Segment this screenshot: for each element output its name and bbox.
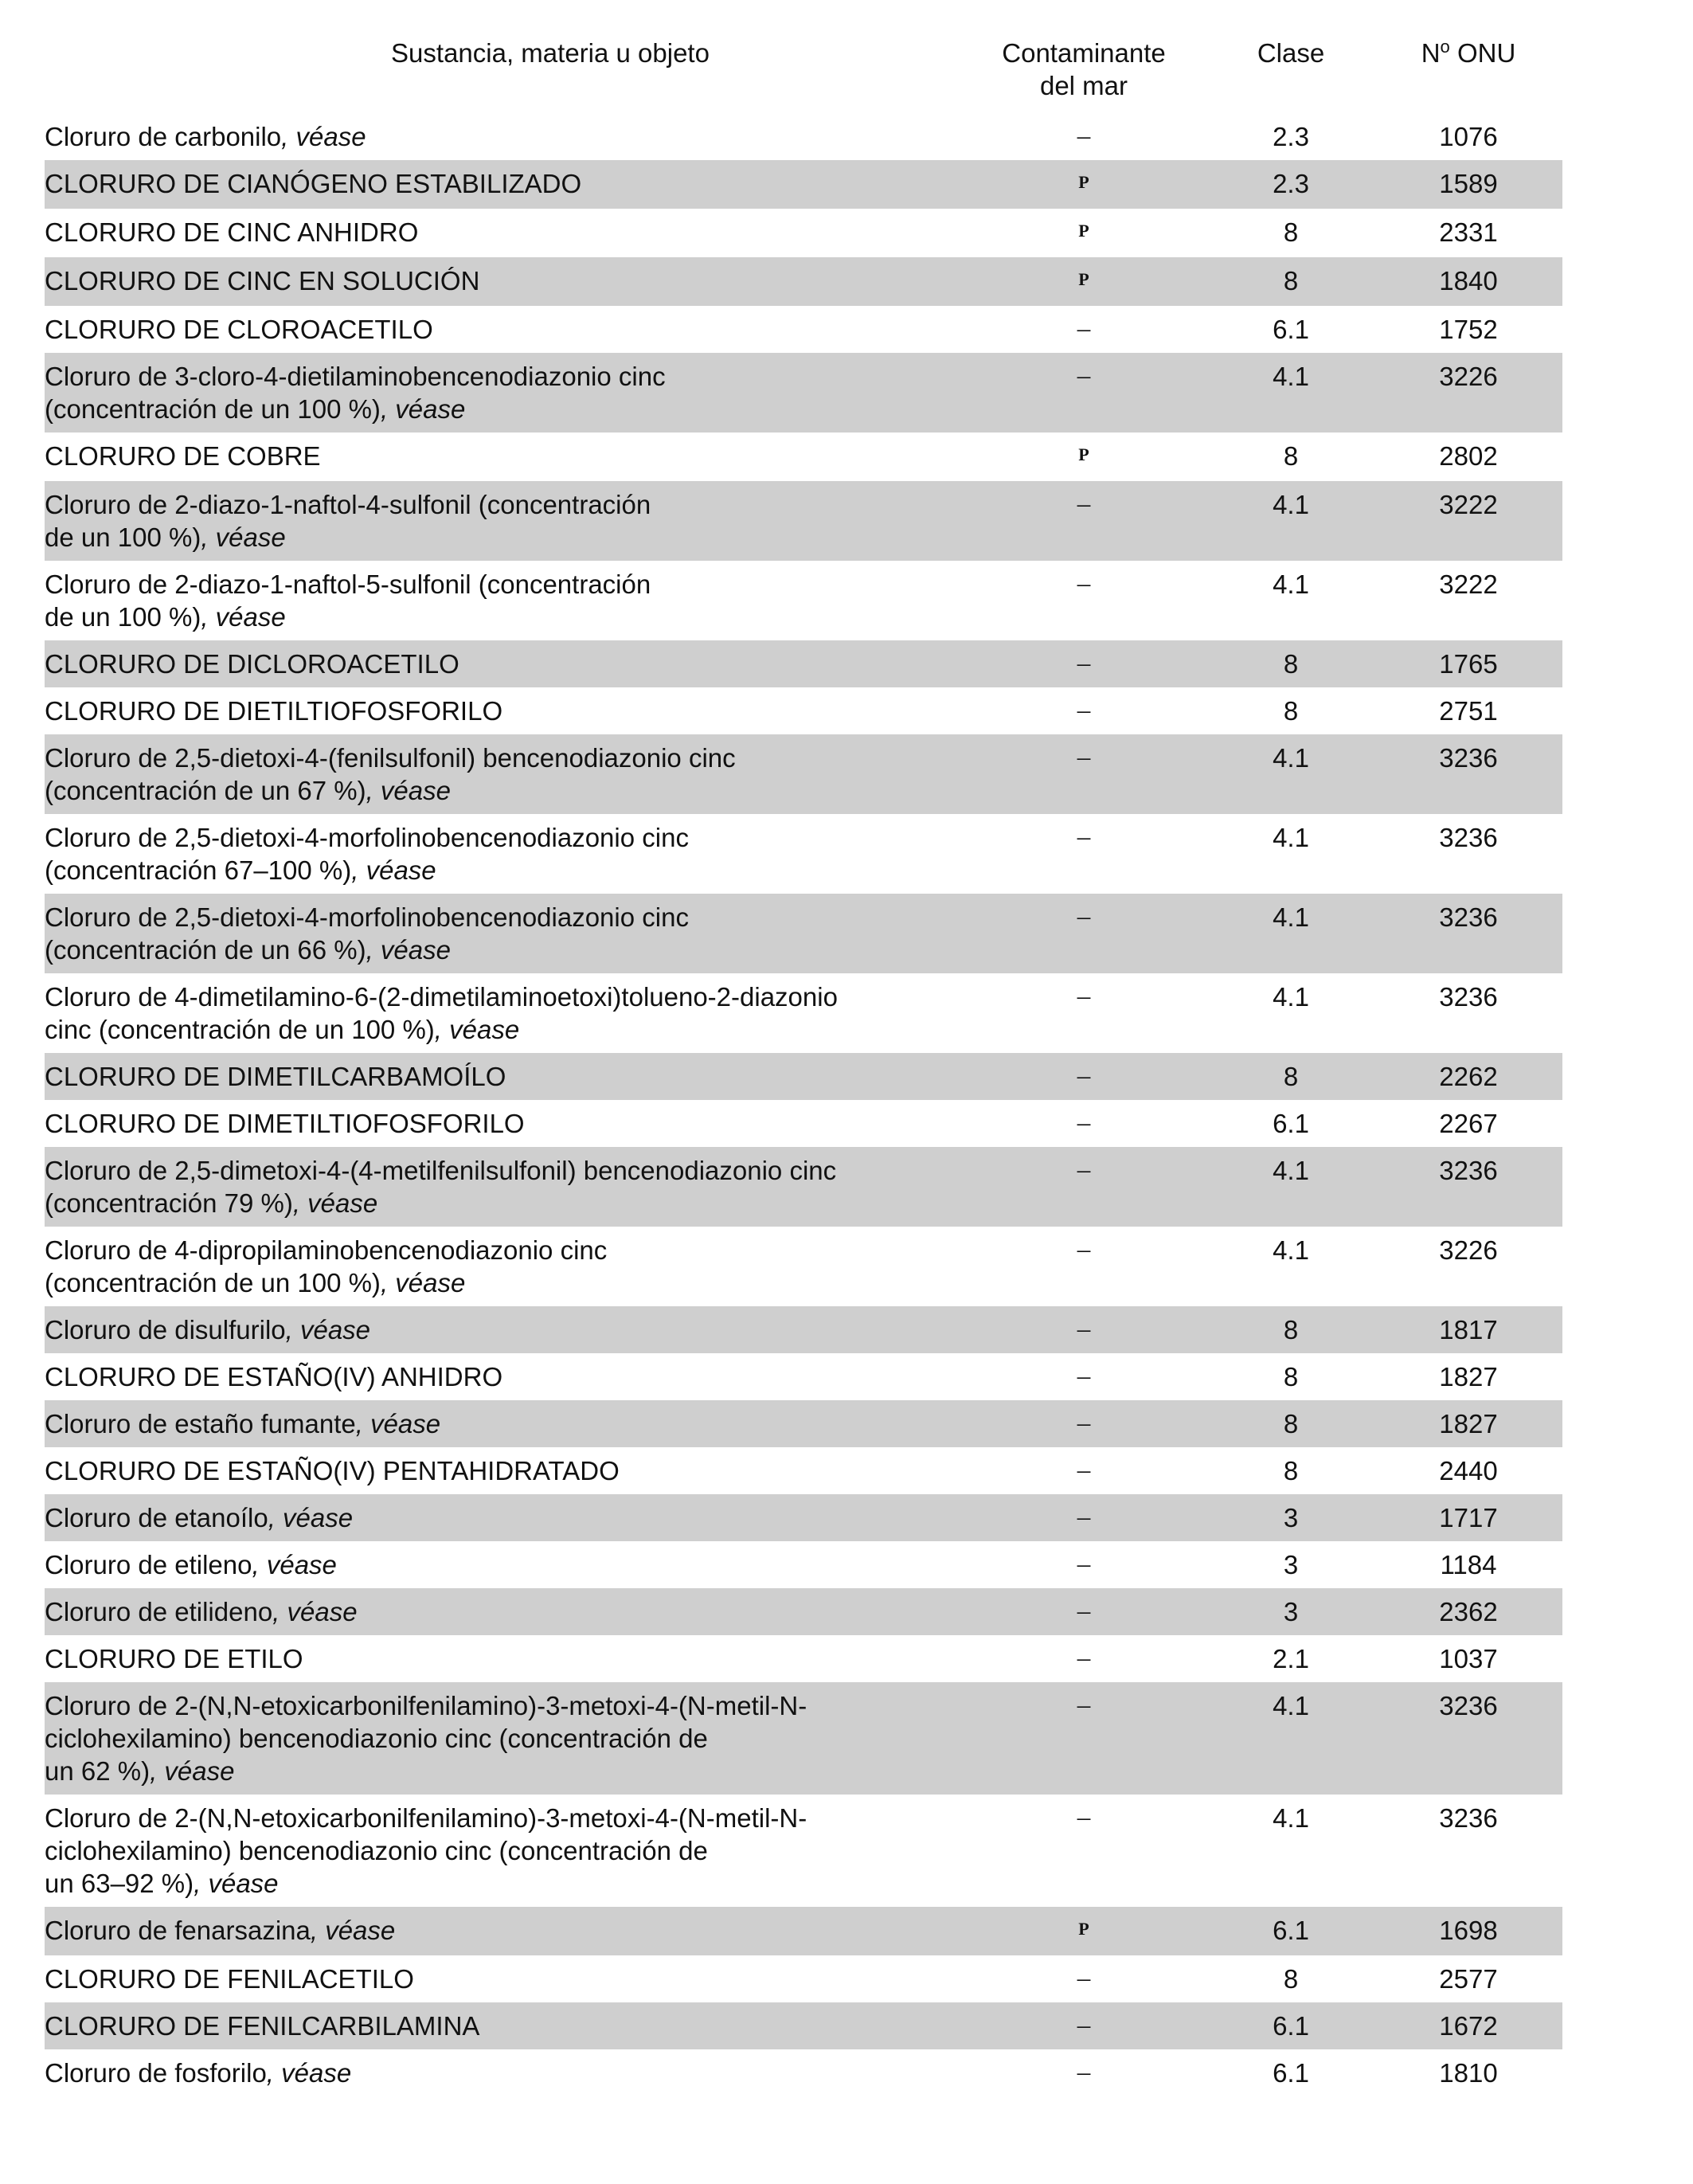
cell-class: 8 <box>1283 1362 1299 1391</box>
table-row <box>45 1541 1562 1588</box>
cell-marine-pollutant <box>960 687 1207 734</box>
cell-class: 6.1 <box>1273 2058 1309 2088</box>
marine-pollutant-mark: – <box>1077 982 1091 1011</box>
see-reference: , véase <box>281 122 366 151</box>
substance-name: CLORURO DE DIMETILCARBAMOÍLO <box>45 1062 506 1091</box>
see-reference: , véase <box>150 1756 235 1786</box>
cell-marine-pollutant <box>960 1147 1207 1227</box>
cell-substance <box>45 640 960 687</box>
cell-marine-pollutant <box>960 1353 1207 1400</box>
table-row <box>45 1588 1562 1635</box>
cell-un-number: 1810 <box>1439 2058 1498 2088</box>
marine-pollutant-mark: P <box>1078 1919 1089 1939</box>
marine-pollutant-mark: – <box>1077 1644 1091 1673</box>
cell-un-number: 2577 <box>1439 1964 1498 1994</box>
marine-pollutant-mark: – <box>1077 1062 1091 1090</box>
cell-class: 2.3 <box>1273 122 1309 151</box>
table-row <box>45 432 1562 481</box>
table-row <box>45 1635 1562 1682</box>
substance-name: Cloruro de 2,5-dietoxi-4-morfolinobencenodiazonio cinc (concentración de un 66 %) <box>45 902 689 965</box>
substance-name: CLORURO DE CLOROACETILO <box>45 315 433 344</box>
substance-name: Cloruro de 2-diazo-1-naftol-5-sulfonil (concentración de un 100 %) <box>45 569 651 632</box>
cell-class: 6.1 <box>1207 2002 1374 2049</box>
cell-substance <box>45 2002 960 2049</box>
cell-class: 2.3 <box>1207 160 1374 209</box>
cell-un-number: 3236 <box>1374 1147 1562 1227</box>
table-row <box>45 160 1562 209</box>
cell-marine-pollutant <box>960 1795 1207 1907</box>
cell-marine-pollutant <box>960 2049 1207 2096</box>
marine-pollutant-mark: – <box>1077 1691 1091 1720</box>
marine-pollutant-mark: – <box>1077 1362 1091 1391</box>
substance-name: Cloruro de etilideno <box>45 1597 273 1626</box>
marine-pollutant-mark: – <box>1077 1597 1091 1626</box>
cell-substance <box>45 1353 960 1400</box>
cell-substance <box>45 1795 960 1907</box>
substance-name: CLORURO DE CINC ANHIDRO <box>45 217 419 247</box>
cell-un-number: 2331 <box>1439 217 1498 247</box>
marine-pollutant-mark: – <box>1077 1109 1091 1137</box>
see-reference: , véase <box>380 394 466 424</box>
cell-marine-pollutant <box>960 1541 1207 1588</box>
table-row <box>45 481 1562 561</box>
cell-marine-pollutant <box>960 1907 1207 1955</box>
cell-class: 8 <box>1207 257 1374 306</box>
cell-substance <box>45 481 960 561</box>
substance-name: Cloruro de etileno <box>45 1550 252 1579</box>
cell-class: 4.1 <box>1207 481 1374 561</box>
marine-pollutant-mark: P <box>1078 444 1089 464</box>
cell-marine-pollutant <box>960 1955 1207 2002</box>
cell-substance <box>45 160 960 209</box>
substance-name: CLORURO DE CINC EN SOLUCIÓN <box>45 266 480 296</box>
cell-substance <box>45 1447 960 1494</box>
table-row <box>45 1306 1562 1353</box>
see-reference: , véase <box>268 1503 354 1532</box>
cell-class: 4.1 <box>1273 823 1309 852</box>
see-reference: , véase <box>366 935 451 965</box>
cell-un-number: 1184 <box>1440 1550 1497 1579</box>
marine-pollutant-mark: – <box>1077 362 1091 390</box>
cell-marine-pollutant <box>960 209 1207 257</box>
column-header-substance-label: Sustancia, materia u objeto <box>391 38 710 68</box>
cell-class: 3 <box>1207 1588 1374 1635</box>
substance-name: Cloruro de 4-dimetilamino-6-(2-dimetilaminoetoxi)tolueno-2-diazonio cinc (concentración de un 100 %) <box>45 982 838 1044</box>
cell-class: 4.1 <box>1207 353 1374 432</box>
column-header-un-number <box>1374 32 1562 113</box>
cell-marine-pollutant <box>960 1447 1207 1494</box>
marine-pollutant-mark: – <box>1077 1803 1091 1832</box>
substance-name: CLORURO DE DIETILTIOFOSFORILO <box>45 696 503 726</box>
column-header-un-sup: o <box>1440 37 1450 57</box>
column-header-marine-pollutant-line1: Contaminante <box>1002 38 1166 68</box>
cell-class: 8 <box>1283 1456 1299 1485</box>
cell-marine-pollutant <box>960 1635 1207 1682</box>
see-reference: , véase <box>434 1015 520 1044</box>
cell-marine-pollutant <box>960 1400 1207 1447</box>
cell-class: 2.1 <box>1273 1644 1309 1673</box>
marine-pollutant-mark: – <box>1077 1964 1091 1993</box>
table-header-row <box>45 32 1562 113</box>
marine-pollutant-mark: – <box>1077 1156 1091 1184</box>
cell-substance <box>45 1541 960 1588</box>
cell-un-number: 2440 <box>1439 1456 1498 1485</box>
cell-class: 8 <box>1207 1053 1374 1100</box>
cell-class: 3 <box>1283 1550 1299 1579</box>
marine-pollutant-mark: – <box>1077 743 1091 772</box>
table-row <box>45 1907 1562 1955</box>
substance-name: Cloruro de estaño fumante <box>45 1409 356 1438</box>
column-header-class <box>1207 32 1374 113</box>
table-row <box>45 1147 1562 1227</box>
marine-pollutant-mark: – <box>1077 649 1091 678</box>
cell-un-number: 3236 <box>1374 894 1562 973</box>
table-row <box>45 1447 1562 1494</box>
table-row <box>45 1955 1562 2002</box>
cell-substance <box>45 1494 960 1541</box>
cell-class: 4.1 <box>1207 894 1374 973</box>
cell-marine-pollutant <box>960 973 1207 1053</box>
cell-substance <box>45 306 960 353</box>
cell-class: 8 <box>1207 640 1374 687</box>
cell-un-number: 3236 <box>1439 823 1498 852</box>
cell-un-number: 2802 <box>1439 441 1498 471</box>
cell-substance <box>45 1682 960 1795</box>
marine-pollutant-mark: P <box>1078 221 1089 241</box>
substance-name: CLORURO DE FENILACETILO <box>45 1964 414 1994</box>
table-row <box>45 353 1562 432</box>
table-row <box>45 1100 1562 1147</box>
cell-marine-pollutant <box>960 432 1207 481</box>
cell-un-number: 1717 <box>1374 1494 1562 1541</box>
marine-pollutant-mark: – <box>1077 1550 1091 1579</box>
substance-name: Cloruro de 4-dipropilaminobencenodiazonio cinc (concentración de un 100 %) <box>45 1235 608 1297</box>
cell-un-number: 3226 <box>1374 353 1562 432</box>
cell-un-number: 1840 <box>1374 257 1562 306</box>
cell-un-number: 1672 <box>1374 2002 1562 2049</box>
table-row <box>45 561 1562 640</box>
see-reference: , véase <box>272 1597 358 1626</box>
cell-un-number: 3236 <box>1439 982 1498 1012</box>
cell-class: 8 <box>1283 441 1299 471</box>
table-row <box>45 2049 1562 2096</box>
cell-substance <box>45 1635 960 1682</box>
cell-marine-pollutant <box>960 1100 1207 1147</box>
see-reference: , véase <box>351 855 436 885</box>
cell-un-number: 3226 <box>1439 1235 1498 1265</box>
table-row <box>45 306 1562 353</box>
document-page <box>45 32 1562 2096</box>
substance-name: Cloruro de 3-cloro-4-dietilaminobencenodiazonio cinc (concentración de un 100 %) <box>45 362 666 424</box>
table-row <box>45 687 1562 734</box>
marine-pollutant-mark: – <box>1077 1235 1091 1264</box>
column-header-marine-pollutant-line2: del mar <box>1039 71 1128 100</box>
cell-un-number: 1765 <box>1374 640 1562 687</box>
cell-un-number: 2262 <box>1374 1053 1562 1100</box>
substance-name: Cloruro de 2,5-dietoxi-4-morfolinobencenodiazonio cinc (concentración 67–100 %) <box>45 823 689 885</box>
substance-name: CLORURO DE ESTAÑO(IV) PENTAHIDRATADO <box>45 1456 620 1485</box>
cell-class: 8 <box>1283 696 1299 726</box>
cell-substance <box>45 353 960 432</box>
cell-un-number: 1817 <box>1374 1306 1562 1353</box>
substance-name: CLORURO DE FENILCARBILAMINA <box>45 2011 480 2041</box>
marine-pollutant-mark: – <box>1077 1409 1091 1438</box>
table-row <box>45 1053 1562 1100</box>
column-header-marine-pollutant <box>960 32 1207 113</box>
substance-name: Cloruro de disulfurilo <box>45 1315 286 1344</box>
cell-substance <box>45 113 960 160</box>
cell-class: 4.1 <box>1207 1147 1374 1227</box>
cell-un-number: 1827 <box>1374 1400 1562 1447</box>
cell-class: 4.1 <box>1273 569 1309 599</box>
table-row <box>45 894 1562 973</box>
cell-substance <box>45 209 960 257</box>
substance-name: Cloruro de etanoílo <box>45 1503 268 1532</box>
cell-marine-pollutant <box>960 1682 1207 1795</box>
cell-substance <box>45 1100 960 1147</box>
cell-class: 6.1 <box>1207 1907 1374 1955</box>
cell-substance <box>45 1588 960 1635</box>
marine-pollutant-mark: – <box>1077 569 1091 598</box>
substance-name: Cloruro de 2-diazo-1-naftol-4-sulfonil (concentración de un 100 %) <box>45 490 651 552</box>
substance-name: CLORURO DE DICLOROACETILO <box>45 649 459 679</box>
table-row <box>45 640 1562 687</box>
table-row <box>45 209 1562 257</box>
cell-substance <box>45 973 960 1053</box>
cell-marine-pollutant <box>960 1053 1207 1100</box>
cell-class: 8 <box>1283 217 1299 247</box>
cell-un-number: 3236 <box>1374 1682 1562 1795</box>
cell-class: 4.1 <box>1273 982 1309 1012</box>
cell-un-number: 3222 <box>1374 481 1562 561</box>
table-row <box>45 113 1562 160</box>
cell-marine-pollutant <box>960 1588 1207 1635</box>
dangerous-goods-table <box>45 32 1562 2096</box>
cell-marine-pollutant <box>960 734 1207 814</box>
marine-pollutant-mark: – <box>1077 490 1091 519</box>
cell-marine-pollutant <box>960 481 1207 561</box>
substance-name: Cloruro de fosforilo <box>45 2058 267 2088</box>
table-row <box>45 1795 1562 1907</box>
cell-substance <box>45 814 960 894</box>
column-header-class-label: Clase <box>1257 38 1325 68</box>
cell-class: 8 <box>1283 1964 1299 1994</box>
cell-un-number: 1076 <box>1439 122 1498 151</box>
table-row <box>45 1227 1562 1306</box>
cell-substance <box>45 1227 960 1306</box>
table-row <box>45 1400 1562 1447</box>
cell-substance <box>45 734 960 814</box>
substance-name: CLORURO DE DIMETILTIOFOSFORILO <box>45 1109 525 1138</box>
marine-pollutant-mark: – <box>1077 696 1091 725</box>
see-reference: , véase <box>194 1869 279 1898</box>
cell-marine-pollutant <box>960 814 1207 894</box>
substance-name: Cloruro de 2-(N,N-etoxicarbonilfenilamino)-3-metoxi-4-(N-metil-N- ciclohexilamino) bencenodiazonio cinc (concentración de un 62 %) <box>45 1691 807 1786</box>
see-reference: , véase <box>310 1916 396 1945</box>
see-reference: , véase <box>266 2058 352 2088</box>
cell-marine-pollutant <box>960 2002 1207 2049</box>
cell-class: 4.1 <box>1207 734 1374 814</box>
marine-pollutant-mark: P <box>1078 269 1089 289</box>
see-reference: , véase <box>355 1409 441 1438</box>
marine-pollutant-mark: – <box>1077 1456 1091 1485</box>
cell-substance <box>45 894 960 973</box>
cell-marine-pollutant <box>960 894 1207 973</box>
cell-un-number: 2362 <box>1374 1588 1562 1635</box>
see-reference: , véase <box>366 776 451 805</box>
cell-un-number: 3222 <box>1439 569 1498 599</box>
substance-name: CLORURO DE ETILO <box>45 1644 303 1673</box>
cell-substance <box>45 687 960 734</box>
marine-pollutant-mark: – <box>1077 2011 1091 2040</box>
marine-pollutant-mark: P <box>1078 172 1089 192</box>
marine-pollutant-mark: – <box>1077 823 1091 851</box>
substance-name: Cloruro de 2,5-dietoxi-4-(fenilsulfonil) bencenodiazonio cinc (concentración de un 67 %) <box>45 743 736 805</box>
cell-class: 8 <box>1207 1306 1374 1353</box>
cell-un-number: 1037 <box>1439 1644 1498 1673</box>
table-row <box>45 973 1562 1053</box>
cell-substance <box>45 1147 960 1227</box>
substance-name: CLORURO DE COBRE <box>45 441 321 471</box>
cell-un-number: 2267 <box>1439 1109 1498 1138</box>
substance-name: Cloruro de fenarsazina <box>45 1916 311 1945</box>
cell-un-number: 3236 <box>1439 1803 1498 1833</box>
see-reference: , véase <box>252 1550 337 1579</box>
column-header-un-suffix: ONU <box>1449 38 1516 68</box>
cell-marine-pollutant <box>960 1227 1207 1306</box>
cell-marine-pollutant <box>960 113 1207 160</box>
cell-class: 4.1 <box>1273 1803 1309 1833</box>
column-header-un-prefix: N <box>1421 38 1441 68</box>
table-row <box>45 1682 1562 1795</box>
cell-substance <box>45 432 960 481</box>
cell-marine-pollutant <box>960 160 1207 209</box>
column-header-substance <box>45 32 960 113</box>
cell-un-number: 1752 <box>1439 315 1498 344</box>
cell-substance <box>45 1955 960 2002</box>
substance-name: CLORURO DE ESTAÑO(IV) ANHIDRO <box>45 1362 503 1391</box>
cell-substance <box>45 1306 960 1353</box>
see-reference: , véase <box>292 1188 378 1218</box>
table-row <box>45 2002 1562 2049</box>
substance-name: Cloruro de 2,5-dimetoxi-4-(4-metilfenilsulfonil) bencenodiazonio cinc (concentración 79 %) <box>45 1156 837 1218</box>
table-row <box>45 814 1562 894</box>
cell-substance <box>45 561 960 640</box>
table-body <box>45 113 1562 2096</box>
substance-name: Cloruro de 2-(N,N-etoxicarbonilfenilamino)-3-metoxi-4-(N-metil-N- ciclohexilamino) bencenodiazonio cinc (concentración de un 63–92 %) <box>45 1803 807 1898</box>
cell-class: 6.1 <box>1273 315 1309 344</box>
cell-un-number: 2751 <box>1439 696 1498 726</box>
see-reference: , véase <box>380 1268 466 1297</box>
marine-pollutant-mark: – <box>1077 1315 1091 1344</box>
cell-un-number: 1698 <box>1374 1907 1562 1955</box>
cell-marine-pollutant <box>960 257 1207 306</box>
marine-pollutant-mark: – <box>1077 122 1091 151</box>
cell-class: 4.1 <box>1273 1235 1309 1265</box>
cell-marine-pollutant <box>960 561 1207 640</box>
cell-un-number: 1827 <box>1439 1362 1498 1391</box>
substance-name: CLORURO DE CIANÓGENO ESTABILIZADO <box>45 169 582 198</box>
cell-substance <box>45 1400 960 1447</box>
see-reference: , véase <box>201 523 286 552</box>
table-row <box>45 734 1562 814</box>
cell-class: 6.1 <box>1273 1109 1309 1138</box>
cell-marine-pollutant <box>960 353 1207 432</box>
cell-class: 4.1 <box>1207 1682 1374 1795</box>
cell-marine-pollutant <box>960 306 1207 353</box>
marine-pollutant-mark: – <box>1077 2058 1091 2087</box>
cell-un-number: 1589 <box>1374 160 1562 209</box>
see-reference: , véase <box>285 1315 371 1344</box>
cell-class: 8 <box>1207 1400 1374 1447</box>
see-reference: , véase <box>201 602 286 632</box>
cell-substance <box>45 2049 960 2096</box>
table-row <box>45 1353 1562 1400</box>
cell-marine-pollutant <box>960 1306 1207 1353</box>
substance-name: Cloruro de carbonilo <box>45 122 282 151</box>
table-row <box>45 257 1562 306</box>
marine-pollutant-mark: – <box>1077 902 1091 931</box>
cell-substance <box>45 1907 960 1955</box>
cell-substance <box>45 257 960 306</box>
cell-marine-pollutant <box>960 1494 1207 1541</box>
cell-class: 3 <box>1207 1494 1374 1541</box>
marine-pollutant-mark: – <box>1077 315 1091 343</box>
table-row <box>45 1494 1562 1541</box>
cell-un-number: 3236 <box>1374 734 1562 814</box>
cell-marine-pollutant <box>960 640 1207 687</box>
cell-substance <box>45 1053 960 1100</box>
marine-pollutant-mark: – <box>1077 1503 1091 1532</box>
